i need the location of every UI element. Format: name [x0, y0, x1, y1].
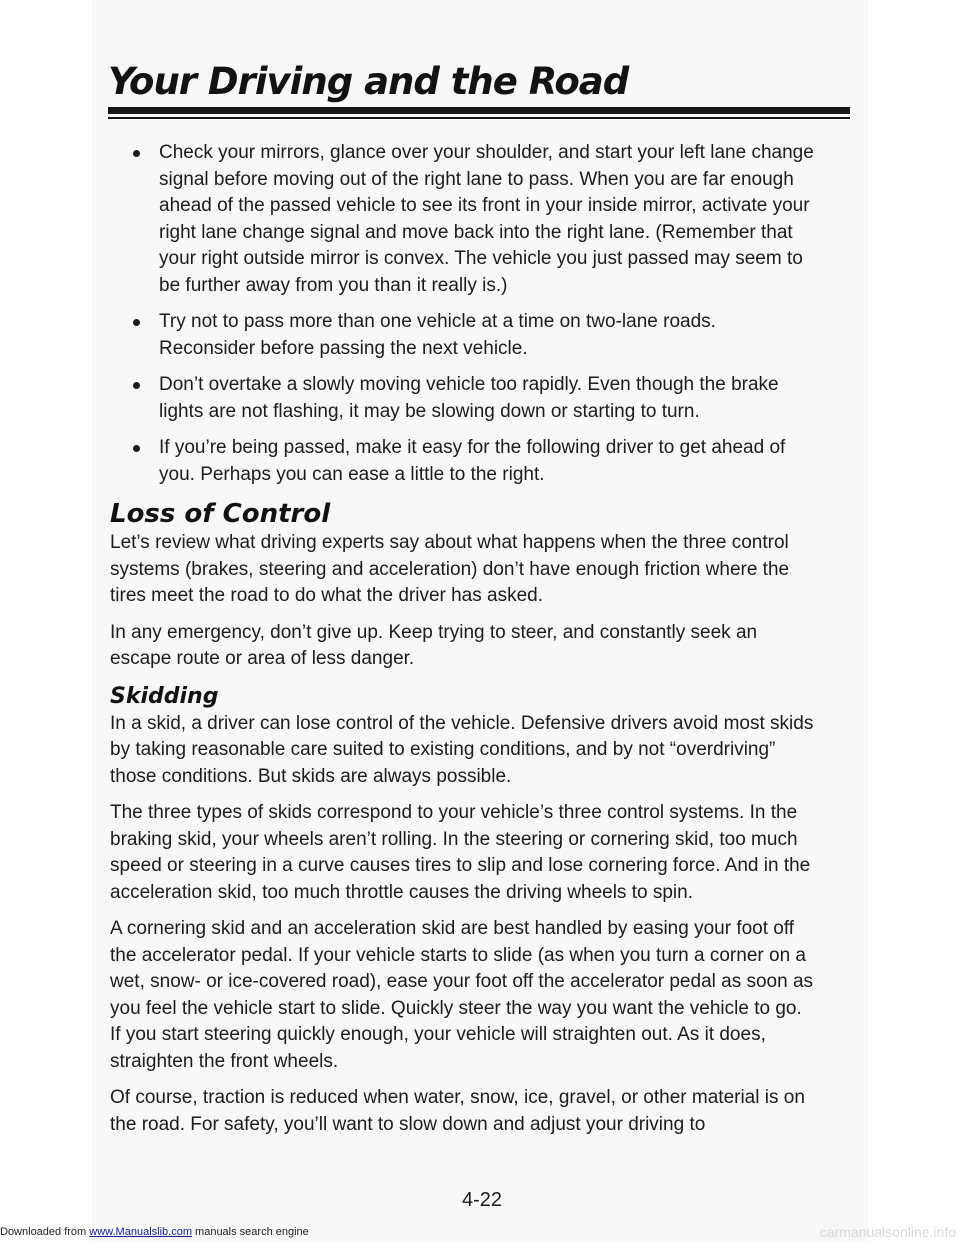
bullet-icon: [133, 150, 140, 157]
header-rule-thick: [108, 107, 850, 114]
footer-prefix: Downloaded from: [0, 1226, 90, 1238]
section-heading-loss-of-control: Loss of Control: [110, 499, 331, 529]
watermark: carmanualsonline.info: [819, 1224, 956, 1240]
bullet-icon: [133, 445, 140, 452]
manualslib-link[interactable]: www.Manualslib.com: [89, 1226, 192, 1238]
bullet-icon: [133, 382, 140, 389]
page-content: [110, 140, 815, 1148]
download-footer: [0, 1226, 309, 1238]
bullet-icon: [133, 319, 140, 326]
list-item: Check your mirrors, glance over your shoulder, and start your left lane change signal before moving out of the right lane to pass. When you are far enough ahead of the passed vehicle to see its front in your inside mirror, activate your right lane change signal and move back into the right lane. (Remember that your right outside mirror is convex. The vehicle you just passed may seem to be further away from you than it really is.): [130, 140, 815, 299]
list-item: If you’re being passed, make it easy for the following driver to get ahead of you. Perhaps you can ease a little to the right.: [130, 435, 815, 488]
paragraph: A cornering skid and an acceleration skid are best handled by easing your foot off the accelerator pedal. If your vehicle starts to slide (as when you turn a corner on a wet, snow- or ice-covered road), ease your foot off the accelerator pedal as soon as you feel the vehicle start to slide. Quickly steer the way you want the vehicle to go. If you start steering quickly enough, your vehicle will straighten out. As it does, straighten the front wheels.: [110, 918, 814, 1072]
paragraph: Of course, traction is reduced when water, snow, ice, gravel, or other material is on the road. For safety, you’ll want to slow down and adjust your driving to: [110, 1087, 805, 1135]
subsection-heading-skidding: Skidding: [110, 683, 219, 709]
paragraph: In a skid, a driver can lose control of the vehicle. Defensive drivers avoid most skids by taking reasonable care suited to existing conditions, and by not “overdriving” those conditions. But skids are always possible.: [110, 712, 814, 787]
footer-suffix: manuals search engine: [191, 1226, 309, 1238]
list-item: Don’t overtake a slowly moving vehicle too rapidly. Even though the brake lights are not flashing, it may be slowing down or starting to turn.: [130, 372, 815, 425]
page-header-title: Your Driving and the Road: [108, 60, 629, 103]
paragraph: Let’s review what driving experts say about what happens when the three control systems (brakes, steering and acceleration) don’t have enough friction where the tires meet the road to do what the driver has asked.: [110, 532, 790, 606]
header-rule-thin: [108, 117, 850, 119]
paragraph: The three types of skids correspond to your vehicle’s three control systems. In the braking skid, your wheels aren’t rolling. In the steering or cornering skid, too much speed or steering in a curve causes tires to slip and lose cornering force. And in the acceleration skid, too much throttle causes the driving wheels to spin.: [110, 802, 811, 903]
passing-tips-list: [130, 140, 815, 488]
list-item: Try not to pass more than one vehicle at a time on two-lane roads. Reconsider before passing the next vehicle.: [130, 309, 815, 362]
page-number: 4-22: [462, 1189, 503, 1211]
paragraph: In any emergency, don’t give up. Keep trying to steer, and constantly seek an escape route or area of less danger.: [110, 621, 758, 669]
